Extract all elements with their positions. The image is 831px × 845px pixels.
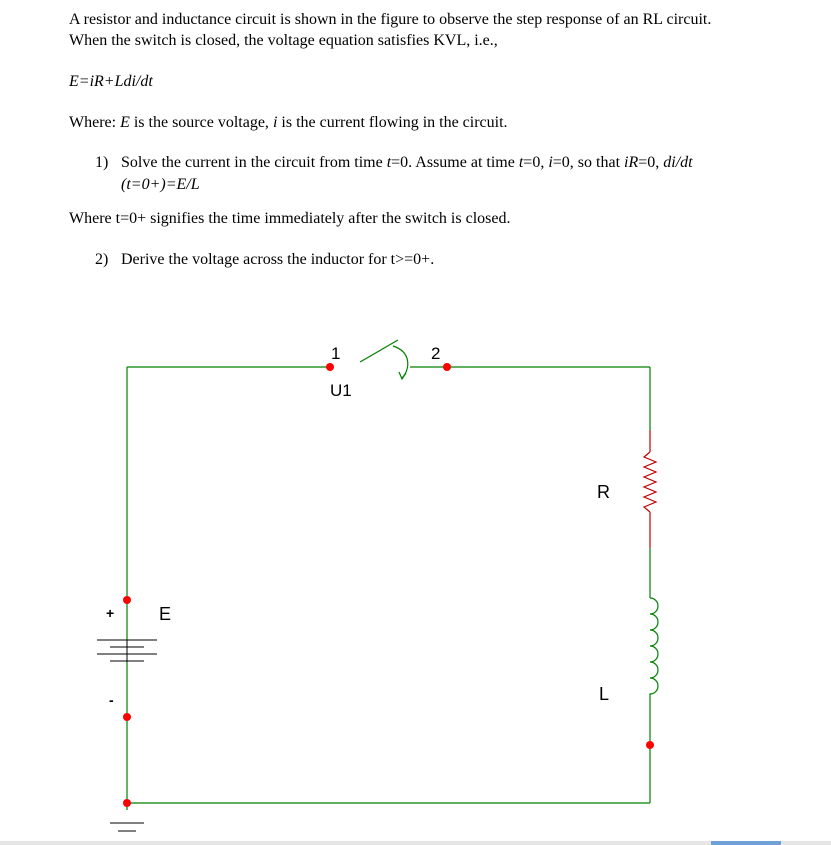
where-t0-note: Where t=0+ signifies the time immediately after the switch is closed. xyxy=(69,210,511,227)
where-text-3: is the current flowing in the circuit. xyxy=(277,114,508,131)
where-text-2: is the source voltage, xyxy=(129,114,273,131)
item-1-part-5: =0, xyxy=(638,154,664,171)
item-1-part-2: =0. Assume at time xyxy=(391,154,519,171)
item-1-number: 1) xyxy=(95,154,109,171)
switch-pin-1-label: 1 xyxy=(331,344,341,363)
node-source-negative xyxy=(123,713,131,721)
inductor-label: L xyxy=(599,684,610,704)
circuit-wires xyxy=(127,367,650,810)
item-1-symbol-i: i xyxy=(548,154,553,171)
where-symbol-i: i xyxy=(272,114,278,131)
node-source-positive xyxy=(123,596,131,604)
source-minus-sign: - xyxy=(109,692,114,708)
switch-name-label: U1 xyxy=(330,381,352,400)
node-switch-pin-2 xyxy=(443,363,451,371)
intro-line-1: A resistor and inductance circuit is shown in the figure to observe the step response of an RL circuit. xyxy=(69,11,712,28)
bottom-scrollbar-track xyxy=(0,841,831,845)
node-bottom-left xyxy=(123,799,131,807)
node-switch-pin-1 xyxy=(326,363,334,371)
inductor-l xyxy=(650,598,658,700)
item-1-part-3: =0, xyxy=(523,154,549,171)
source-label: E xyxy=(159,604,172,624)
where-text-1: Where: xyxy=(69,114,121,131)
switch-blade xyxy=(360,340,398,362)
bottom-scrollbar-thumb[interactable] xyxy=(711,841,781,845)
switch-arrow xyxy=(393,346,408,379)
circuit-nodes xyxy=(123,363,654,807)
item-2-number: 2) xyxy=(95,251,109,268)
resistor-zigzag xyxy=(644,452,656,512)
item-1-part-4: =0, so that xyxy=(552,154,625,171)
item-2-text: Derive the voltage across the inductor for t>=0+. xyxy=(121,251,435,268)
item-1-symbol-t2: t xyxy=(518,154,524,171)
resistor-label: R xyxy=(597,482,610,502)
node-inductor-bottom xyxy=(646,741,654,749)
item-1-symbol-didt: di/dt xyxy=(663,154,693,171)
resistor-r xyxy=(644,430,656,548)
item-1-part-1: Solve the current in the circuit from time xyxy=(121,154,387,171)
kvl-equation: E=iR+Ldi/dt xyxy=(69,73,153,90)
item-1-symbol-t1: t xyxy=(386,154,392,171)
inductor-coils xyxy=(650,598,658,700)
source-plus-sign: + xyxy=(106,605,115,621)
switch-pin-2-label: 2 xyxy=(431,344,441,363)
intro-line-2: When the switch is closed, the voltage equation satisfies KVL, i.e., xyxy=(69,32,498,49)
item-1-symbol-ir: iR xyxy=(624,154,639,171)
where-symbol-e: E xyxy=(120,114,130,131)
item-1-line-2: (t=0+)=E/L xyxy=(121,176,200,193)
